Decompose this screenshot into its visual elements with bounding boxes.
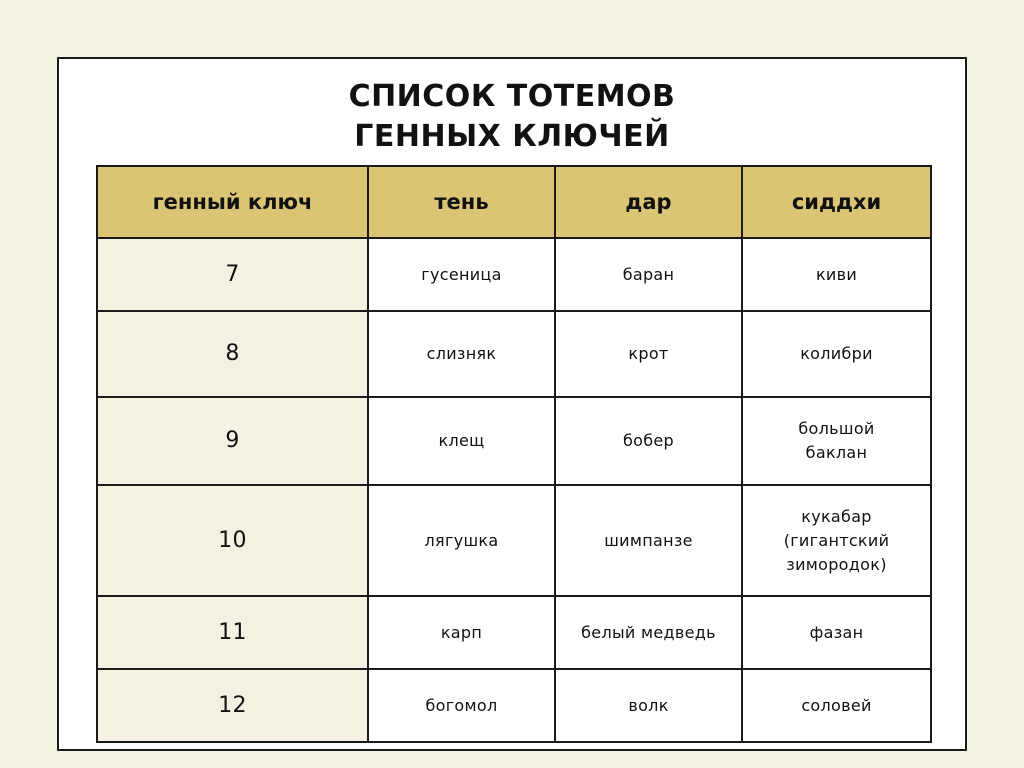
- gift-cell: белый медведь: [555, 596, 742, 669]
- gene-key-cell: 10: [97, 485, 368, 596]
- page-title: [59, 77, 965, 157]
- gift-cell: баран: [555, 238, 742, 311]
- table-header-row: [97, 166, 931, 238]
- gene-key-cell: 12: [97, 669, 368, 742]
- header-siddhi: сиддхи: [742, 166, 931, 238]
- siddhi-cell: большой баклан: [742, 397, 931, 485]
- gene-key-cell: 8: [97, 311, 368, 397]
- table-row: [97, 485, 931, 596]
- siddhi-cell: соловей: [742, 669, 931, 742]
- gene-key-cell: 11: [97, 596, 368, 669]
- header-gene-key: генный ключ: [97, 166, 368, 238]
- shadow-cell: гусеница: [368, 238, 555, 311]
- table-row: [97, 238, 931, 311]
- title-line-2: ГЕННЫХ КЛЮЧЕЙ: [354, 119, 670, 154]
- table-row: [97, 596, 931, 669]
- siddhi-cell: кукабар (гигантский зимородок): [742, 485, 931, 596]
- table-row: [97, 311, 931, 397]
- siddhi-cell: колибри: [742, 311, 931, 397]
- table-row: [97, 669, 931, 742]
- shadow-cell: богомол: [368, 669, 555, 742]
- gene-key-cell: 7: [97, 238, 368, 311]
- header-shadow: тень: [368, 166, 555, 238]
- gene-key-cell: 9: [97, 397, 368, 485]
- header-gift: дар: [555, 166, 742, 238]
- siddhi-cell: фазан: [742, 596, 931, 669]
- shadow-cell: карп: [368, 596, 555, 669]
- shadow-cell: слизняк: [368, 311, 555, 397]
- shadow-cell: клещ: [368, 397, 555, 485]
- gift-cell: бобер: [555, 397, 742, 485]
- table-row: [97, 397, 931, 485]
- gift-cell: крот: [555, 311, 742, 397]
- shadow-cell: лягушка: [368, 485, 555, 596]
- totem-card: [57, 57, 967, 751]
- totem-table: [96, 165, 932, 743]
- title-line-1: СПИСОК ТОТЕМОВ: [348, 79, 676, 114]
- siddhi-cell: киви: [742, 238, 931, 311]
- gift-cell: шимпанзе: [555, 485, 742, 596]
- gift-cell: волк: [555, 669, 742, 742]
